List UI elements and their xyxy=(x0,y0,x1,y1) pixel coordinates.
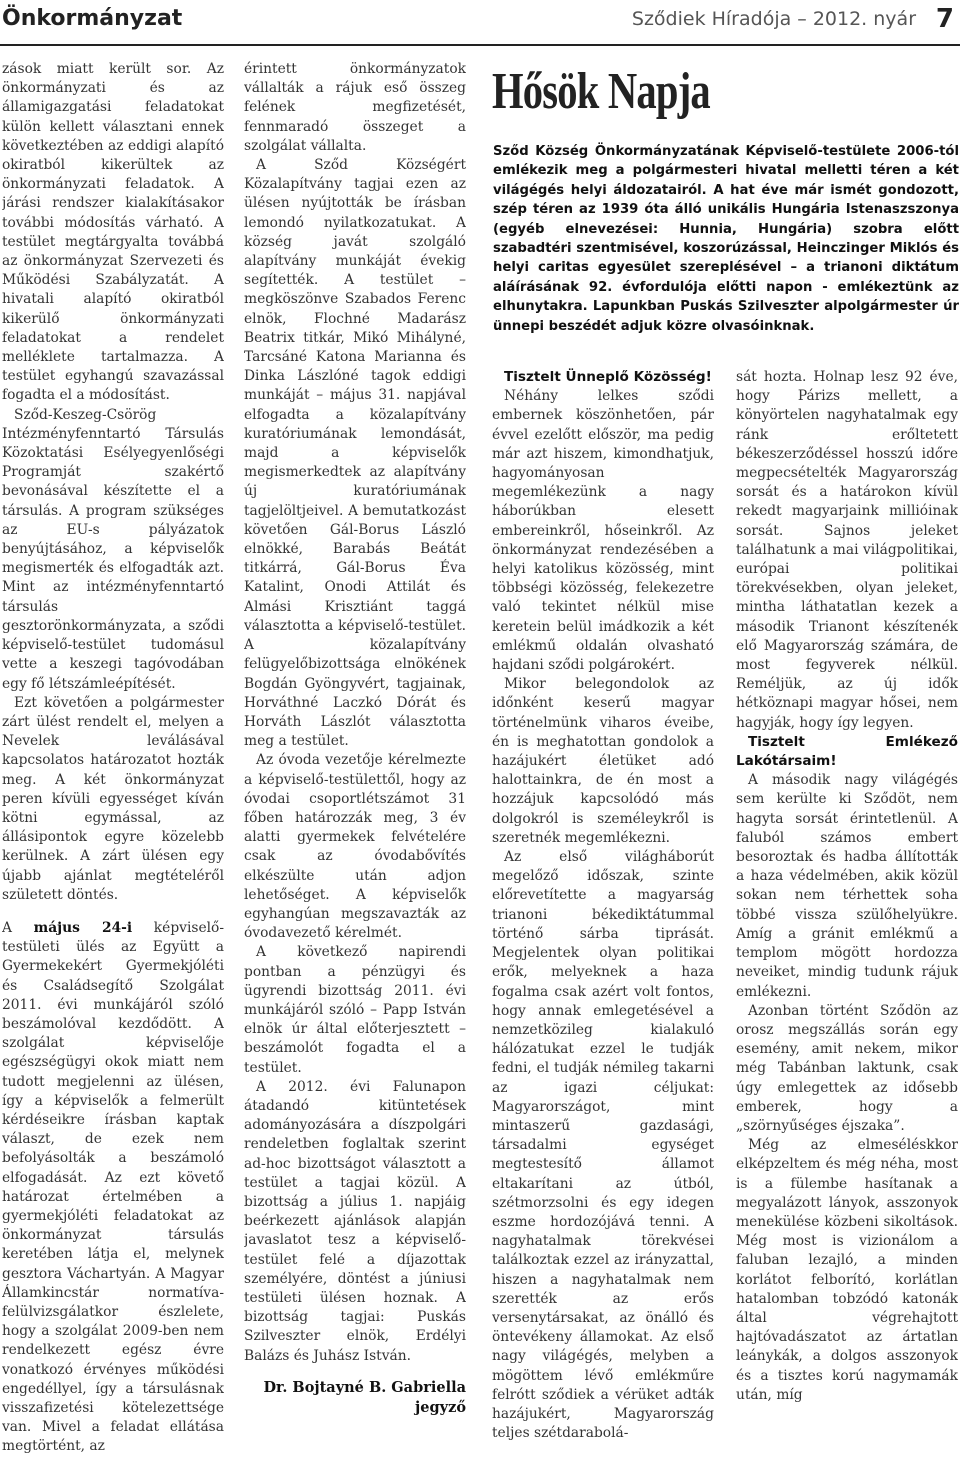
publication-title: Sződiek Híradója – 2012. nyár xyxy=(631,8,916,30)
paragraph: Azonban történt Sződön az orosz megszállás során egy esemény, amit nekem, mikor még Tabánban laktunk, csak úgy emlegettek az idősebb emberek, hogy a „szörnyűséges éjszaka”. xyxy=(736,1002,958,1134)
signature xyxy=(244,1378,466,1418)
paragraph: Az óvoda vezetője kérelmezte a képviselő-testülettől, hogy az óvodai csoportlétszámot 31 főben határozzák meg, 3 év alatti gyermekek felvételére csak az óvodabővítés elkészülte után adjon lehetőséget. A képviselők egyhangúan megszavazták az óvodavezető kérelmét. xyxy=(244,752,466,942)
article-intro: Sződ Község Önkormányzatának Képviselő-testülete 2006-tól emlékezik meg a polgármesteri hivatal melletti téren a két világégés helyi áldozatairól. A hat éve már ismét gondozott, szép téren az 1939 óta álló unikális Hungária Istenaszszonya (egyéb elnevezései: Hunnia, Hungária) szobra előtt szabadtéri szentmisével, koszorúzással, Heinczinger Miklós és helyi caritas egyesület szereplésével – a trianoni diktátum aláírásának 92. évfordulója előtti napon - emlékeztünk az elhunytakra. Lapunkban Puskás Szilveszter alpolgármester úr ünnepi beszédét adjuk közre olvasóinknak. xyxy=(493,144,959,334)
paragraph: A 2012. évi Falunapon átadandó kitüntetések adományozására a díszpolgári rendeletben foglaltak szerint ad-hoc bizottságot választott a testület a tagjai közül. A bizottság a július 1. napjáig beérkezett ajánlások alapján javaslatot tesz a képviselő-testület felé a díjazottak személyére, döntést a júniusi testületi ülésen hoznak. A bizottság tagjai: Puskás Szilveszter elnök, Erdélyi Balázs és Juhász István. xyxy=(244,1078,466,1364)
paragraph: A Sződ Községért Közalapítvány tagjai ezen az ülésen nyújtották be írásban lemondó nyilatkozatukat. A község javát szolgáló alapítvány munkáját évekig segítették. A testület – megköszönve Szabados Ferenc elnök, Flochné Madarász Beatrix titkár, Mikó Mihályné, Tarcsáné Katona Marianna és Dinka Lászlóné tagok eddigi munkáját – május 31. napjával elfogadta a közalapítvány kuratóriumának lemondását, majd a képviselők megismerkedtek az alapítvány új kuratóriumának tagjelöltjeivel. A bemutatkozást követően Gál-Borus László elnökké, Barabás Beátát titkárrá, Gál-Borus Éva Katalint, Onodi Attilát és Almási Krisztiánt taggá választotta a képviselő-testület. A közalapítvány felügyelőbizottsága elnökének Bogdán Gyöngyvért, tagjainak, Horváthné Laczkó Dórát és Horváth Lászlót választotta meg a testület. xyxy=(244,157,466,750)
column-3 xyxy=(492,368,714,1465)
paragraph: A következő napirendi pontban a pénzügyi és ügyrendi bizottság 2011. évi munkájáról szóló – Papp István elnök úr által előterjesztett – beszámolót fogadta el a testület. xyxy=(244,944,466,1076)
paragraph: Az első világháborút megelőző időszak, szinte előrevetítette a magyarság trianoni békediktátummal történő sárba tiprását. Megjelentek olyan politikai erők, melyeknek a haza fogalma csak azért volt fontos, hogy annak emlegetésével a nemzetközileg kialakuló hálózatukat ezzel le tudják fedni, el tudják némileg takarni az igazi céljukat: Magyarországot, mint mintaszerű gazdasági, társadalmi egységet megtestesítő államot eltakarítani az útból, szétmorzsolni és egy idegen eszme hordozójává tenni. A nagyhatalmak törekvései találkoztak ezzel az irányzattal, hiszen a nagyhatalmak nem szerették az erős versenytársakat, az önálló és öntevékeny államokat. Az első nagy világégés, melyben a mögöttem lévő emlékműre felrótt sződiek a vérüket adták hazájukért, Magyarország teljes szétdarabolá- xyxy=(492,849,714,1442)
section-title: Önkormányzat xyxy=(2,6,183,31)
signature-name: Dr. Bojtayné B. Gabriella xyxy=(263,1378,466,1396)
column-2 xyxy=(244,60,466,1465)
paragraph: Ezt követően a polgármester zárt ülést rendelt el, melyen a Nevelek leválásával kapcsolatos határozatot hozták meg. A két önkormányzat peren kívüli egyességet kíván kötni egymással, az állásipontok egyre közelebb kerülnek. A zárt ülésen egy újabb ajánlat megtételéről született döntés. xyxy=(2,694,224,903)
page-number: 7 xyxy=(935,4,954,34)
column-1 xyxy=(2,60,224,1465)
page-header xyxy=(0,0,960,46)
paragraph: Néhány lelkes sződi embernek köszönhetően, pár évvel ezelőtt először, ma pedig már azt hiszem, kimondhatjuk, hagyományosan megemlékezünk a nagy háborúkban elesett embereinkről, hőseinkről. Az önkormányzat rendezésében a helyi katolikus közösség, mint többségi közösség, felekezetre való tekintet nélkül mise keretein belül imádkozik a két emlékmű oldalán olvasható hajdani sződi polgárokért. xyxy=(492,388,714,674)
signature-role: jegyző xyxy=(415,1398,466,1416)
column-4 xyxy=(736,368,958,1465)
greeting-heading: Tisztelt Emlékező Lakótársaim! xyxy=(736,733,958,770)
paragraph xyxy=(2,919,224,1457)
paragraph: sát hozta. Holnap lesz 92 éve, hogy Párizs mellett, a könyörtelen nagyhatalmak egy ránk erőltetett békeszerződéssel hosszú időre megpecsételték Magyarország sorsát és a határokon kívül rekedt magyarjaink millióinak sorsát. Sajnos jeleket találhatunk a mai világpolitikai, európai politikai törekvésekben, olyan jeleket, mintha láthatatlan kezek a második Trianont készítenék elő Magyarország számára, de most fegyverek nélkül. Remélјük, az új idők hétköznapi magyar hősei, nem hagyják, hogy így legyen. xyxy=(736,369,958,731)
paragraph: Még az elmeséléskkor elképzeltem és még néha, most is a fülembe hasítanak a megyalázott lányok, asszonyok menekülése közbeni sikoltások. Még most is vizionálom a faluban lezajló, a minden korlátot felborító, korlátlan hatalomban tobzódó katonák által végrehajtott hajtóvadászatot az ártatlan leánykák, a dolgos asszonyok és a tisztes korú nagymamák után, míg xyxy=(736,1137,958,1403)
article-title: Hősök Napja xyxy=(492,63,710,120)
date-highlight: május 24-i xyxy=(33,919,133,936)
paragraph-text: képviselő-testületi ülés az Együtt a Gyermekekért Gyermekjóléti és Családsegítő Szolgálat 2011. évi munkájáról szóló beszámolóval kezdődött. A szolgálat képviselője egészségügyi okok miatt nem tudott megjelenni az ülésen, így a képviselők a felmerült kérdéseikre írásban kaptak választ, de ezek nem befolyásolták a beszámoló elfogadását. Az ezt követő határozat értelmében a gyermekjóléti feladatokat az önkormányzat társulás keretében látja el, melynek gesztora Váchartyán. A Magyar Államkincstár normatíva-felülvizsgálatkor észlelete, hogy a szolgálat 2009-ben nem rendelkezett egész évre vonatkozó érvényes működési engedéllyel, így a társulásnak visszafizetési kötelezettsége van. Mivel a feladat ellátása megtörtént, az xyxy=(2,919,224,1455)
paragraph: zások miatt került sor. Az önkormányzati és az államigazgatási feladatokat külön kellett választani ennek következtében az eddigi alapító okiratból kikerültek az önkormányzati feladatok. A járási rendszer kialakításakor további módosítás várható. A testület megtárgyalta továbbá az önkormányzat Szervezeti és Működési Szabályzatát. A hivatali alapító okiratból kikerülő önkormányzati feladatokat a rendelet melléklete tartalmazza. A testület egyhangú szavazással fogadta el a módosítást. xyxy=(2,61,224,404)
paragraph: Sződ-Keszeg-Csörög Intézményfenntartó Társulás Közoktatási Esélyegyenlőségi Programját szakértő bevonásával készítette el a társulás. A program szükséges az EU-s pályázatok benyújtásához, a képviselők megismerték és elfogadták azt. Mint az intézményfenntartó társulás gesztorönkormányzata, a sződi képviselő-testület tudomásul vette a keszegi tagóvodában egy fő létszámleépítését. xyxy=(2,406,224,692)
paragraph: Mikor belegondolok az időnként keserű magyar történelmünk viharos éveibe, én is meghatottan gondolok a hazájukért életüket adó halottainkra, de én most a hozzájuk kapcsolódó más dolgokról is személeykről is szeretnék megemlékezni. xyxy=(492,676,714,846)
greeting-heading: Tisztelt Ünneplő Közösség! xyxy=(504,369,712,385)
paragraph: érintett önkormányzatok vállalták a rájuk eső összeg felének megfizetését, fennmaradó összeget a szolgálat vállalta. xyxy=(244,61,466,154)
paragraph-prefix: A xyxy=(2,919,34,936)
paragraph: A második nagy világégés sem kerülte ki Sződöt, nem hagyta sorsát érintetlenül. A faluból számos embert besoroztak és hadba állították a haza védelmében, akik közül sokan nem térhettek soha többé vissza szülőhelyükre. Amíg a gránit emlékmű a templom mögött hordozza neveiket, mindig tudunk rájuk emlékezni. xyxy=(736,772,958,1000)
